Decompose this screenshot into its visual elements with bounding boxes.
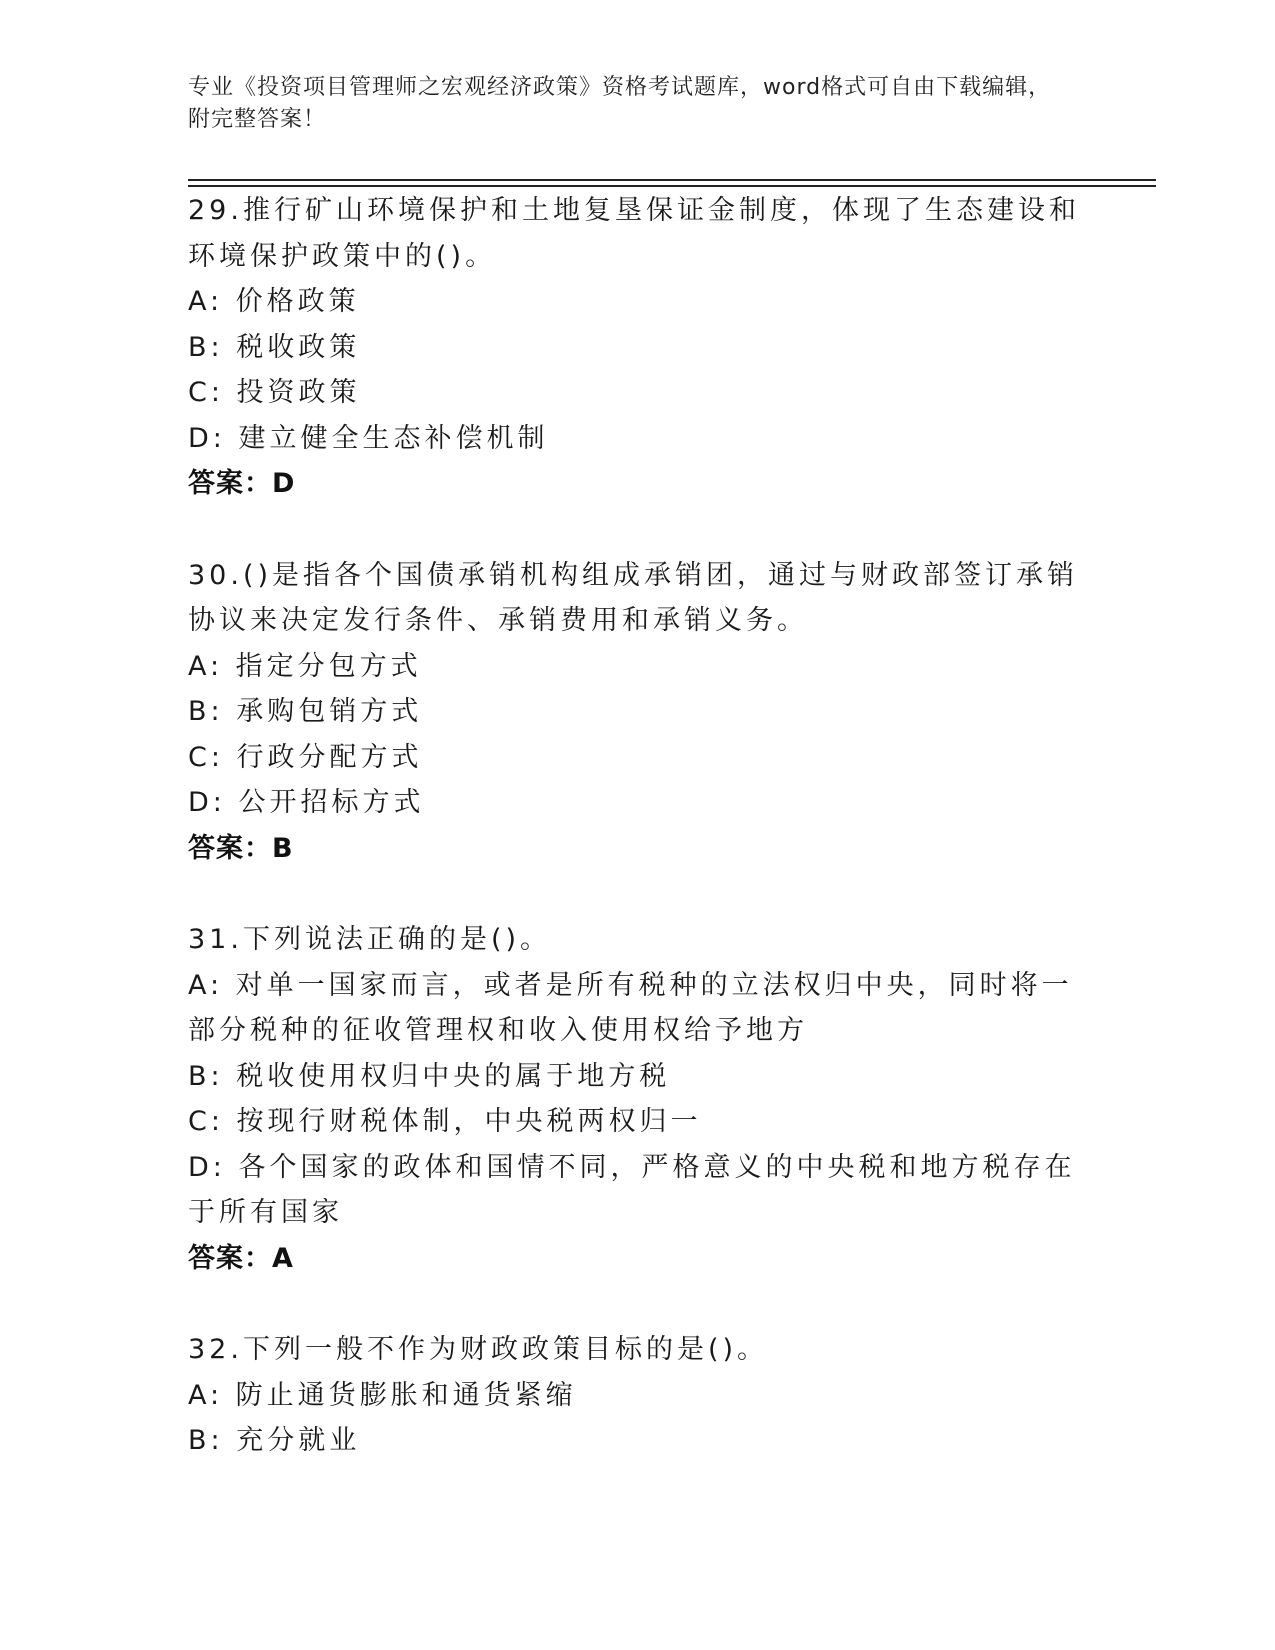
option-c: C: 行政分配方式 bbox=[188, 741, 423, 773]
answer-label: 答案：B bbox=[188, 832, 294, 864]
option-b: B: 承购包销方式 bbox=[188, 696, 423, 727]
option-a: A: 价格政策 bbox=[188, 286, 360, 317]
question-list bbox=[188, 188, 1088, 1464]
question-stem: 31.下列说法正确的是()。 bbox=[188, 924, 552, 955]
question-32 bbox=[188, 1327, 1088, 1464]
option-a: A: 对单一国家而言，或者是所有税种的立法权归中央，同时将一部分税种的征收管理权和收入使用权给予地方 bbox=[188, 969, 1073, 1046]
answer-label: 答案：D bbox=[188, 468, 296, 499]
question-30 bbox=[188, 553, 1088, 872]
option-a: A: 防止通货膨胀和通货紧缩 bbox=[188, 1379, 577, 1411]
option-a: A: 指定分包方式 bbox=[188, 650, 422, 682]
option-d: D: 公开招标方式 bbox=[188, 787, 425, 818]
option-b: B: 税收政策 bbox=[188, 331, 361, 363]
question-31 bbox=[188, 917, 1088, 1281]
question-29 bbox=[188, 188, 1088, 507]
option-d: D: 建立健全生态补偿机制 bbox=[188, 422, 549, 454]
header-divider-top bbox=[188, 179, 1156, 181]
option-c: C: 按现行财税体制，中央税两权归一 bbox=[188, 1106, 702, 1137]
option-c: C: 投资政策 bbox=[188, 377, 361, 408]
option-d: D: 各个国家的政体和国情不同，严格意义的中央税和地方税存在于所有国家 bbox=[188, 1151, 1076, 1228]
header-divider-bottom bbox=[188, 185, 1156, 187]
document-header: 专业《投资项目管理师之宏观经济政策》资格考试题库，word格式可自由下载编辑，附完整答案！ bbox=[188, 75, 1052, 132]
question-stem: 30.()是指各个国债承销机构组成承销团，通过与财政部签订承销协议来决定发行条件、承销费用和承销义务。 bbox=[188, 559, 1079, 636]
question-stem: 29.推行矿山环境保护和土地复垦保证金制度，体现了生态建设和环境保护政策中的()。 bbox=[188, 195, 1080, 272]
question-stem: 32.下列一般不作为财政政策目标的是()。 bbox=[188, 1334, 769, 1365]
answer-label: 答案：A bbox=[188, 1242, 294, 1274]
option-b: B: 充分就业 bbox=[188, 1425, 361, 1456]
option-b: B: 税收使用权归中央的属于地方税 bbox=[188, 1060, 671, 1092]
